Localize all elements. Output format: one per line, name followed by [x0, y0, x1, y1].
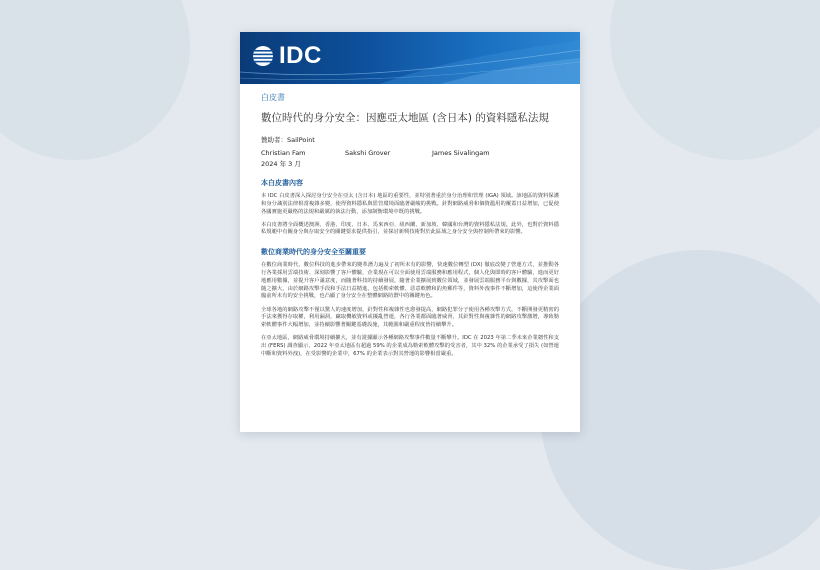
body-paragraph: 全球各地的網路攻擊不僅以驚人的速度增加，針對性和複雜性也愈發提高，網路犯罪分子使用各種攻擊方式，不斷開發更精密的手法來獲得存取權，利用漏洞，竊取機敏資料或擾亂營運，各行各業都面臨著威脅，其針對性與複雜性的網路攻擊激增，導致勒索軟體事件大幅增加，並持續影響著關鍵基礎設施，其範圍和嚴重程度皆持續攀升。: [261, 306, 559, 329]
whitepaper-page: [240, 32, 580, 432]
author-list: [261, 149, 559, 157]
author-name: Christian Fam: [261, 149, 306, 157]
idc-globe-icon: [252, 45, 274, 67]
idc-logo-text: IDC: [279, 42, 322, 69]
publication-date: 2024 年 3 月: [261, 160, 301, 168]
background-decoration: [610, 0, 820, 160]
body-paragraph: 在數位商業時代，數位科技的進步帶來的變革潛力遍及了初所未有的影響，快速數位轉型 (DX) 徹底改變了營運方式，並推動各行各業採用雲端技術、深刻影響了客戶體驗，企業現在可以全面使用雲端服務和應用程式，個人化與即時的客戶體驗，進而更好地應用數據，並提升客戶滿意度，而隨著科技的持續發展，隨著企業擴展到數位領域，並發展雲端服務平台與數據，其攻擊面也隨之擴大，由於網路攻擊手段和手法日益精進，包括勒索軟體、惡意軟體和釣魚郵件等，資料外洩事件不斷增加，這使得企業面臨前所未有的安全挑戰，也凸顯了身分安全在整體網路防禦中的關鍵角色。: [261, 262, 559, 300]
section-heading: 數位商業時代的身分安全至關重要: [261, 248, 366, 257]
document-type-label: 白皮書: [261, 93, 285, 102]
body-paragraph: 本 IDC 白皮書深入探討身分安全在亞太 (含日本) 地區的重要性，並特別著重於身分治理和管理 (IGA) 領域。該地區的資料保護和身分識別法律相當複雜多變，使得資料隱私與監管環境面臨著嚴峻的挑戰。針對網路威脅和個資濫用的覆蓋日益增加，已促使各國實施更嚴格的法規和嚴厲的執法行動，添加制衡環境中既的挑戰。: [261, 193, 559, 215]
idc-logo: [252, 44, 322, 68]
sponsor-line: 贊助者：SailPoint: [261, 136, 315, 144]
section-heading: 本白皮書內容: [261, 179, 303, 187]
body-paragraph: 在亞太地區，網路威脅環境持續擴大，並有證據顯示各種網路攻擊事件數量不斷攀升。IDC 在 2023 年第二季未來企業韌性和支出 (FERS) 調查顯示，2022 年亞太地區有超過 59% 的企業成為勒索軟體攻擊的受害者，其中 32% 的企業承受了損失 (如營運中斷和資料外洩)，在受影響的企業中，67% 的企業表示對其營運的影響相當嚴重。: [261, 335, 560, 357]
background-decoration: [0, 0, 190, 160]
background-decoration: [540, 250, 820, 570]
body-paragraph: 本白皮書將全面概述澳洲、香港、印度、日本、馬來西亞、紐西蘭、新加坡、韓國和台灣的資料隱私法規。此外，也對於資料隱私規範中有關身分與存取安全的關鍵要求提供指引，並探討新興技術對於此區域之身分安全與控制所帶來的影響。: [261, 221, 559, 236]
author-name: Sakshi Grover: [345, 149, 391, 157]
document-title: 數位時代的身分安全：因應亞太地區 (含日本) 的資料隱私法規: [261, 112, 549, 124]
document-body: [240, 84, 580, 359]
header-banner: [240, 32, 580, 84]
author-name: James Sivalingam: [432, 149, 490, 157]
